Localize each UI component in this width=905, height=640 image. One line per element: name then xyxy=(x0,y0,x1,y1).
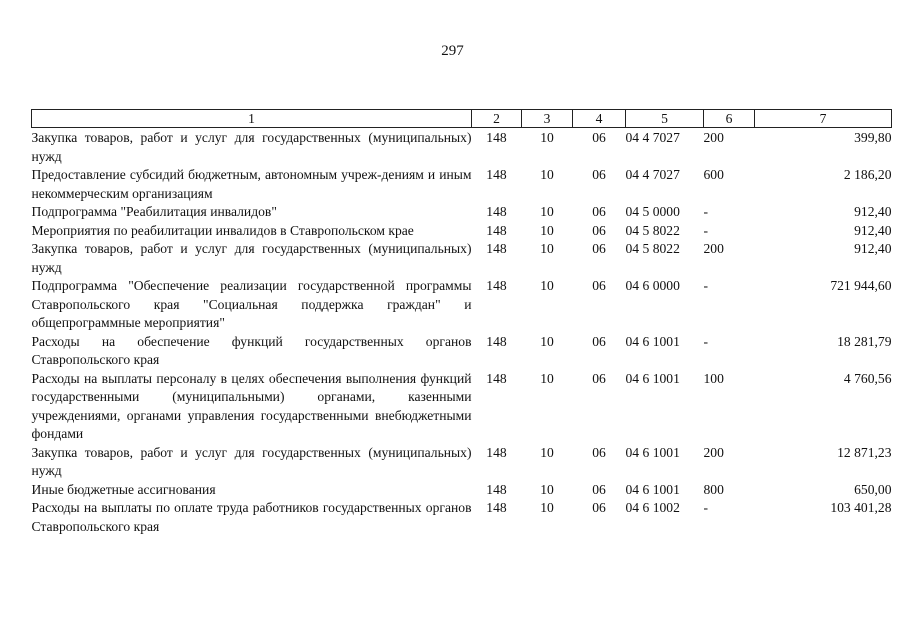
row-code-3: 10 xyxy=(540,278,554,293)
row-code-4: 06 xyxy=(592,333,606,349)
row-name: Расходы на выплаты персоналу в целях обеспечения выполнения функций государственными (муниципальными) органами, казенными учреждениями, органами управления государственными внебюджетными фондами xyxy=(31,370,472,441)
row-code-4: 06 xyxy=(592,500,606,515)
column-header-1: 1 xyxy=(32,110,472,128)
row-code-5: 04 5 8022 xyxy=(625,241,680,256)
header-row xyxy=(32,110,892,128)
table-row xyxy=(32,203,892,222)
row-code-2: 148 xyxy=(486,481,507,497)
row-code-6: - xyxy=(703,278,709,293)
row-code-2: 148 xyxy=(486,167,507,182)
table-row xyxy=(32,444,892,481)
column-header-7: 7 xyxy=(755,110,892,128)
column-header-4: 4 xyxy=(573,110,626,128)
column-header-2: 2 xyxy=(472,110,522,128)
row-code-6: - xyxy=(703,222,709,238)
row-code-3: 10 xyxy=(540,333,554,349)
row-code-2: 148 xyxy=(486,204,507,219)
page-number: 297 xyxy=(441,43,464,59)
row-code-3: 10 xyxy=(540,204,554,219)
row-amount: 399,80 xyxy=(854,130,892,145)
row-code-2: 148 xyxy=(486,444,507,460)
row-name: Закупка товаров, работ и услуг для государственных (муниципальных) нужд xyxy=(31,130,472,164)
row-code-2: 148 xyxy=(486,370,507,386)
budget-table xyxy=(31,109,892,536)
row-name: Мероприятия по реабилитации инвалидов в Ставропольском крае xyxy=(31,222,414,238)
column-header-5: 5 xyxy=(626,110,704,128)
column-header-3: 3 xyxy=(522,110,573,128)
row-code-2: 148 xyxy=(486,241,507,256)
row-code-3: 10 xyxy=(540,167,554,182)
row-amount: 103 401,28 xyxy=(830,500,892,515)
row-name: Закупка товаров, работ и услуг для государственных (муниципальных) нужд xyxy=(31,444,472,478)
row-amount: 18 281,79 xyxy=(837,333,892,349)
row-code-5: 04 6 1001 xyxy=(625,444,680,460)
row-name: Расходы на обеспечение функций государственных органов Ставропольского края xyxy=(31,333,472,367)
table-header xyxy=(32,110,892,128)
row-amount: 721 944,60 xyxy=(830,278,892,293)
row-name: Закупка товаров, работ и услуг для государственных (муниципальных) нужд xyxy=(31,241,472,275)
row-code-5: 04 6 1001 xyxy=(625,370,680,386)
row-code-6: - xyxy=(703,500,709,515)
row-code-5: 04 6 1001 xyxy=(625,481,680,497)
row-name: Расходы на выплаты по оплате труда работников государственных органов Ставропольского края xyxy=(31,500,472,534)
row-code-4: 06 xyxy=(592,222,606,238)
row-code-5: 04 4 7027 xyxy=(625,130,680,145)
row-code-4: 06 xyxy=(592,481,606,497)
row-code-6: 800 xyxy=(703,481,724,497)
row-code-3: 10 xyxy=(540,481,554,497)
row-code-6: 100 xyxy=(703,370,724,386)
row-code-2: 148 xyxy=(486,333,507,349)
row-code-3: 10 xyxy=(540,370,554,386)
row-code-4: 06 xyxy=(592,167,606,182)
row-code-6: 200 xyxy=(703,130,724,145)
row-amount: 4 760,56 xyxy=(843,370,892,386)
row-amount: 12 871,23 xyxy=(837,444,892,460)
row-code-6: 200 xyxy=(703,241,724,256)
row-code-2: 148 xyxy=(486,278,507,293)
row-code-4: 06 xyxy=(592,204,606,219)
row-amount: 912,40 xyxy=(854,204,892,219)
row-code-4: 06 xyxy=(592,278,606,293)
row-code-6: 200 xyxy=(703,444,724,460)
row-code-5: 04 6 1001 xyxy=(625,333,680,349)
table-body xyxy=(32,128,892,537)
row-code-6: - xyxy=(703,204,709,219)
row-code-3: 10 xyxy=(540,241,554,256)
row-amount: 912,40 xyxy=(854,241,892,256)
row-code-5: 04 5 0000 xyxy=(625,204,680,219)
row-code-5: 04 6 1002 xyxy=(625,500,680,515)
row-amount: 912,40 xyxy=(854,222,892,238)
row-code-2: 148 xyxy=(486,222,507,238)
table-row xyxy=(32,128,892,167)
row-code-5: 04 6 0000 xyxy=(625,278,680,293)
table-row xyxy=(32,222,892,241)
row-name: Предоставление субсидий бюджетным, автономным учреж-дениям и иным некоммерческим организациям xyxy=(31,167,472,201)
row-amount: 2 186,20 xyxy=(843,167,892,182)
row-code-3: 10 xyxy=(540,222,554,238)
table-row xyxy=(32,240,892,277)
table-row xyxy=(32,277,892,333)
row-name: Подпрограмма "Обеспечение реализации государственной программы Ставропольского края "Социальная поддержка граждан" и общепрограммные мероприятия" xyxy=(31,278,472,330)
row-amount: 650,00 xyxy=(854,481,892,497)
row-name: Подпрограмма "Реабилитация инвалидов" xyxy=(31,204,277,219)
column-header-6: 6 xyxy=(704,110,755,128)
table-row xyxy=(32,166,892,203)
row-code-4: 06 xyxy=(592,444,606,460)
row-code-5: 04 4 7027 xyxy=(625,167,680,182)
table-row xyxy=(32,481,892,500)
table-row xyxy=(32,333,892,370)
row-code-5: 04 5 8022 xyxy=(625,222,680,238)
row-code-3: 10 xyxy=(540,444,554,460)
row-code-3: 10 xyxy=(540,130,554,145)
row-code-4: 06 xyxy=(592,130,606,145)
row-name: Иные бюджетные ассигнования xyxy=(31,481,216,497)
row-code-4: 06 xyxy=(592,370,606,386)
row-code-2: 148 xyxy=(486,500,507,515)
row-code-6: 600 xyxy=(703,167,724,182)
table-row xyxy=(32,370,892,444)
row-code-4: 06 xyxy=(592,241,606,256)
row-code-2: 148 xyxy=(486,130,507,145)
row-code-6: - xyxy=(703,333,709,349)
table-row xyxy=(32,499,892,536)
row-code-3: 10 xyxy=(540,500,554,515)
